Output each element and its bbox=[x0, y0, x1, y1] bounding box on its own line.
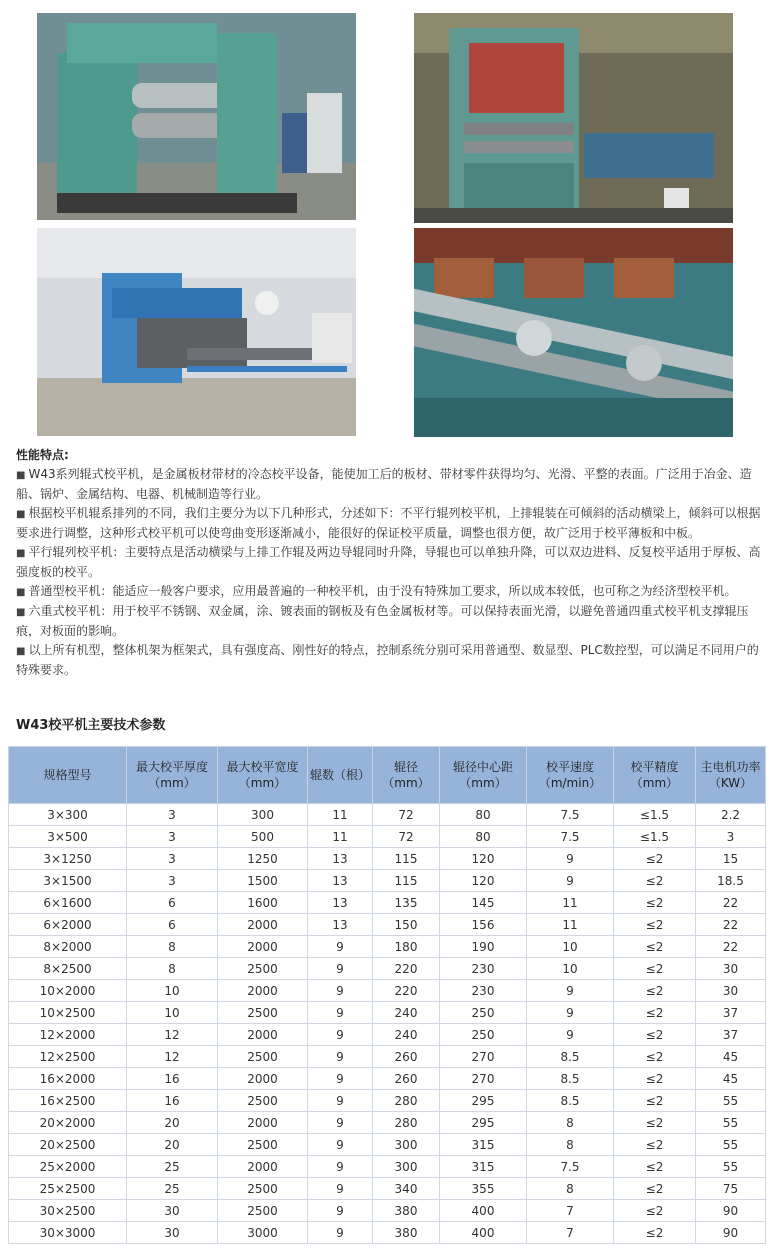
cell-max-width: 2000 bbox=[218, 1024, 308, 1046]
cell-max-width: 2000 bbox=[218, 914, 308, 936]
cell-roll-count: 9 bbox=[308, 1046, 373, 1068]
table-header-row bbox=[9, 747, 766, 804]
cell-max-thickness: 20 bbox=[127, 1134, 218, 1156]
cell-speed: 10 bbox=[527, 958, 614, 980]
cell-roll-diameter: 72 bbox=[373, 804, 440, 826]
cell-model: 10×2000 bbox=[9, 980, 127, 1002]
cell-speed: 8 bbox=[527, 1112, 614, 1134]
cell-motor-power: 45 bbox=[696, 1068, 766, 1090]
product-photo-2 bbox=[414, 13, 733, 223]
feature-text: 六重式校平机：用于校平不锈钢、双金属，涂、镀表面的钢板及有色金属板材等。可以保持表面光滑，以避免普通四重式校平机支撑辊压痕，对板面的影响。 bbox=[16, 604, 749, 638]
feature-item bbox=[16, 504, 761, 543]
cell-max-thickness: 3 bbox=[127, 870, 218, 892]
cell-roll-pitch: 80 bbox=[440, 804, 527, 826]
cell-speed: 7.5 bbox=[527, 1156, 614, 1178]
cell-roll-diameter: 280 bbox=[373, 1090, 440, 1112]
table-row bbox=[9, 1112, 766, 1134]
cell-precision: ≤1.5 bbox=[614, 804, 696, 826]
cell-motor-power: 75 bbox=[696, 1178, 766, 1200]
cell-max-width: 2500 bbox=[218, 1002, 308, 1024]
feature-item bbox=[16, 641, 761, 680]
table-row bbox=[9, 804, 766, 826]
table-row bbox=[9, 936, 766, 958]
cell-max-width: 2500 bbox=[218, 1178, 308, 1200]
cell-model: 6×2000 bbox=[9, 914, 127, 936]
cell-max-width: 1500 bbox=[218, 870, 308, 892]
cell-speed: 9 bbox=[527, 870, 614, 892]
cell-roll-count: 11 bbox=[308, 804, 373, 826]
cell-roll-diameter: 280 bbox=[373, 1112, 440, 1134]
table-row bbox=[9, 1134, 766, 1156]
cell-precision: ≤2 bbox=[614, 1090, 696, 1112]
cell-precision: ≤2 bbox=[614, 1156, 696, 1178]
cell-max-width: 1600 bbox=[218, 892, 308, 914]
cell-motor-power: 22 bbox=[696, 936, 766, 958]
header-roll-diameter: 辊径（mm） bbox=[373, 747, 440, 804]
cell-roll-pitch: 355 bbox=[440, 1178, 527, 1200]
cell-roll-pitch: 156 bbox=[440, 914, 527, 936]
cell-precision: ≤2 bbox=[614, 848, 696, 870]
cell-max-width: 2000 bbox=[218, 936, 308, 958]
cell-max-width: 2500 bbox=[218, 1046, 308, 1068]
cell-motor-power: 45 bbox=[696, 1046, 766, 1068]
features-section bbox=[16, 446, 761, 680]
header-precision: 校平精度（mm） bbox=[614, 747, 696, 804]
cell-speed: 7.5 bbox=[527, 826, 614, 848]
square-bullet-icon: ■ bbox=[16, 548, 26, 559]
cell-roll-pitch: 295 bbox=[440, 1112, 527, 1134]
cell-motor-power: 37 bbox=[696, 1002, 766, 1024]
cell-model: 30×3000 bbox=[9, 1222, 127, 1244]
cell-speed: 8 bbox=[527, 1178, 614, 1200]
cell-max-thickness: 10 bbox=[127, 980, 218, 1002]
cell-model: 3×1500 bbox=[9, 870, 127, 892]
feature-text: 根据校平机辊系排列的不同，我们主要分为以下几种形式，分述如下：不平行辊列校平机，上排辊装在可倾斜的活动横梁上，倾斜可以根据要求进行调整，这种形式校平机可以使弯曲变形逐渐减小，能很好的保证校平质量，调整也很方便，故广泛用于校平薄板和中板。 bbox=[16, 506, 761, 540]
cell-max-width: 2000 bbox=[218, 1156, 308, 1178]
cell-max-thickness: 10 bbox=[127, 1002, 218, 1024]
table-row bbox=[9, 1200, 766, 1222]
cell-precision: ≤2 bbox=[614, 1222, 696, 1244]
cell-precision: ≤1.5 bbox=[614, 826, 696, 848]
cell-roll-diameter: 240 bbox=[373, 1024, 440, 1046]
cell-roll-pitch: 230 bbox=[440, 958, 527, 980]
cell-speed: 8.5 bbox=[527, 1046, 614, 1068]
cell-roll-diameter: 260 bbox=[373, 1068, 440, 1090]
cell-roll-pitch: 230 bbox=[440, 980, 527, 1002]
cell-roll-diameter: 300 bbox=[373, 1156, 440, 1178]
table-row bbox=[9, 980, 766, 1002]
cell-motor-power: 15 bbox=[696, 848, 766, 870]
cell-roll-count: 13 bbox=[308, 870, 373, 892]
cell-motor-power: 90 bbox=[696, 1200, 766, 1222]
table-row bbox=[9, 1090, 766, 1112]
cell-max-width: 500 bbox=[218, 826, 308, 848]
header-max-width: 最大校平宽度（mm） bbox=[218, 747, 308, 804]
table-row bbox=[9, 1156, 766, 1178]
cell-roll-pitch: 120 bbox=[440, 848, 527, 870]
cell-roll-pitch: 145 bbox=[440, 892, 527, 914]
cell-roll-count: 9 bbox=[308, 958, 373, 980]
cell-roll-diameter: 240 bbox=[373, 1002, 440, 1024]
feature-item bbox=[16, 543, 761, 582]
cell-roll-count: 9 bbox=[308, 1024, 373, 1046]
cell-speed: 9 bbox=[527, 848, 614, 870]
cell-precision: ≤2 bbox=[614, 892, 696, 914]
cell-roll-diameter: 220 bbox=[373, 980, 440, 1002]
cell-roll-count: 13 bbox=[308, 848, 373, 870]
feature-item bbox=[16, 465, 761, 504]
table-row bbox=[9, 958, 766, 980]
cell-model: 30×2500 bbox=[9, 1200, 127, 1222]
square-bullet-icon: ■ bbox=[16, 646, 26, 657]
cell-max-thickness: 6 bbox=[127, 892, 218, 914]
cell-model: 3×1250 bbox=[9, 848, 127, 870]
cell-motor-power: 3 bbox=[696, 826, 766, 848]
feature-item bbox=[16, 582, 761, 602]
cell-precision: ≤2 bbox=[614, 1024, 696, 1046]
table-row bbox=[9, 1222, 766, 1244]
cell-roll-count: 9 bbox=[308, 1002, 373, 1024]
cell-roll-pitch: 270 bbox=[440, 1068, 527, 1090]
feature-text: 以上所有机型，整体机架为框架式，具有强度高、刚性好的特点，控制系统分别可采用普通型、数显型、PLC数控型，可以满足不同用户的特殊要求。 bbox=[16, 643, 759, 677]
spec-table bbox=[8, 746, 766, 1244]
cell-speed: 9 bbox=[527, 980, 614, 1002]
cell-precision: ≤2 bbox=[614, 914, 696, 936]
cell-roll-count: 9 bbox=[308, 1134, 373, 1156]
product-photo-3 bbox=[37, 228, 356, 436]
cell-precision: ≤2 bbox=[614, 1134, 696, 1156]
cell-max-thickness: 3 bbox=[127, 804, 218, 826]
spec-table-body bbox=[9, 804, 766, 1244]
cell-speed: 7 bbox=[527, 1200, 614, 1222]
cell-max-thickness: 20 bbox=[127, 1112, 218, 1134]
cell-model: 3×300 bbox=[9, 804, 127, 826]
cell-roll-count: 9 bbox=[308, 936, 373, 958]
cell-speed: 8.5 bbox=[527, 1068, 614, 1090]
cell-speed: 11 bbox=[527, 892, 614, 914]
cell-model: 8×2000 bbox=[9, 936, 127, 958]
header-model: 规格型号 bbox=[9, 747, 127, 804]
cell-max-thickness: 8 bbox=[127, 958, 218, 980]
cell-max-thickness: 30 bbox=[127, 1222, 218, 1244]
cell-model: 16×2000 bbox=[9, 1068, 127, 1090]
cell-speed: 8.5 bbox=[527, 1090, 614, 1112]
cell-max-width: 1250 bbox=[218, 848, 308, 870]
cell-speed: 7.5 bbox=[527, 804, 614, 826]
cell-motor-power: 90 bbox=[696, 1222, 766, 1244]
cell-max-thickness: 6 bbox=[127, 914, 218, 936]
product-photo-1 bbox=[37, 13, 356, 220]
cell-model: 10×2500 bbox=[9, 1002, 127, 1024]
cell-motor-power: 30 bbox=[696, 958, 766, 980]
cell-speed: 9 bbox=[527, 1002, 614, 1024]
cell-motor-power: 18.5 bbox=[696, 870, 766, 892]
cell-roll-pitch: 250 bbox=[440, 1024, 527, 1046]
cell-roll-pitch: 120 bbox=[440, 870, 527, 892]
cell-roll-count: 11 bbox=[308, 826, 373, 848]
cell-roll-count: 9 bbox=[308, 1112, 373, 1134]
cell-max-thickness: 16 bbox=[127, 1068, 218, 1090]
cell-model: 20×2500 bbox=[9, 1134, 127, 1156]
square-bullet-icon: ■ bbox=[16, 587, 26, 598]
product-photo-4 bbox=[414, 228, 733, 437]
cell-max-width: 2500 bbox=[218, 1090, 308, 1112]
table-row bbox=[9, 1002, 766, 1024]
cell-roll-diameter: 220 bbox=[373, 958, 440, 980]
cell-roll-pitch: 315 bbox=[440, 1134, 527, 1156]
square-bullet-icon: ■ bbox=[16, 470, 26, 481]
cell-precision: ≤2 bbox=[614, 958, 696, 980]
cell-motor-power: 55 bbox=[696, 1156, 766, 1178]
cell-roll-diameter: 180 bbox=[373, 936, 440, 958]
cell-max-width: 2000 bbox=[218, 1112, 308, 1134]
table-row bbox=[9, 1046, 766, 1068]
cell-roll-pitch: 315 bbox=[440, 1156, 527, 1178]
cell-roll-pitch: 80 bbox=[440, 826, 527, 848]
cell-roll-diameter: 115 bbox=[373, 848, 440, 870]
cell-roll-pitch: 270 bbox=[440, 1046, 527, 1068]
cell-max-thickness: 25 bbox=[127, 1156, 218, 1178]
table-row bbox=[9, 870, 766, 892]
table-row bbox=[9, 914, 766, 936]
cell-roll-count: 9 bbox=[308, 1200, 373, 1222]
cell-roll-diameter: 380 bbox=[373, 1222, 440, 1244]
header-roll-pitch: 辊径中心距（mm） bbox=[440, 747, 527, 804]
cell-max-thickness: 25 bbox=[127, 1178, 218, 1200]
cell-model: 12×2500 bbox=[9, 1046, 127, 1068]
cell-roll-diameter: 115 bbox=[373, 870, 440, 892]
cell-max-thickness: 16 bbox=[127, 1090, 218, 1112]
cell-roll-diameter: 135 bbox=[373, 892, 440, 914]
cell-roll-diameter: 340 bbox=[373, 1178, 440, 1200]
cell-max-thickness: 12 bbox=[127, 1024, 218, 1046]
cell-motor-power: 55 bbox=[696, 1134, 766, 1156]
cell-roll-count: 9 bbox=[308, 1068, 373, 1090]
cell-roll-count: 9 bbox=[308, 1090, 373, 1112]
cell-roll-count: 9 bbox=[308, 1178, 373, 1200]
cell-model: 12×2000 bbox=[9, 1024, 127, 1046]
feature-text: 平行辊列校平机：主要特点是活动横梁与上排工作辊及两边导辊同时升降，导辊也可以单独升降，可以双边进料、反复校平适用于厚板、高强度板的校平。 bbox=[16, 545, 761, 579]
cell-roll-diameter: 260 bbox=[373, 1046, 440, 1068]
cell-model: 6×1600 bbox=[9, 892, 127, 914]
cell-precision: ≤2 bbox=[614, 936, 696, 958]
cell-motor-power: 55 bbox=[696, 1112, 766, 1134]
cell-precision: ≤2 bbox=[614, 870, 696, 892]
cell-max-thickness: 12 bbox=[127, 1046, 218, 1068]
table-row bbox=[9, 1178, 766, 1200]
cell-motor-power: 55 bbox=[696, 1090, 766, 1112]
cell-max-thickness: 30 bbox=[127, 1200, 218, 1222]
cell-max-width: 2500 bbox=[218, 1134, 308, 1156]
cell-max-thickness: 3 bbox=[127, 848, 218, 870]
table-row bbox=[9, 848, 766, 870]
header-speed: 校平速度（m/min） bbox=[527, 747, 614, 804]
cell-roll-pitch: 190 bbox=[440, 936, 527, 958]
cell-model: 8×2500 bbox=[9, 958, 127, 980]
header-max-thickness: 最大校平厚度（mm） bbox=[127, 747, 218, 804]
cell-roll-count: 13 bbox=[308, 914, 373, 936]
table-row bbox=[9, 1068, 766, 1090]
cell-roll-pitch: 400 bbox=[440, 1222, 527, 1244]
cell-precision: ≤2 bbox=[614, 1200, 696, 1222]
cell-max-width: 2500 bbox=[218, 1200, 308, 1222]
table-row bbox=[9, 1024, 766, 1046]
cell-motor-power: 37 bbox=[696, 1024, 766, 1046]
cell-motor-power: 22 bbox=[696, 892, 766, 914]
cell-model: 25×2000 bbox=[9, 1156, 127, 1178]
feature-text: W43系列辊式校平机，是金属板材带材的冷态校平设备，能使加工后的板材、带材零件获得均匀、光滑、平整的表面。广泛用于冶金、造船、锅炉、金属结构、电器、机械制造等行业。 bbox=[16, 467, 752, 501]
cell-max-width: 2000 bbox=[218, 980, 308, 1002]
cell-precision: ≤2 bbox=[614, 1046, 696, 1068]
cell-max-thickness: 8 bbox=[127, 936, 218, 958]
header-motor-power: 主电机功率（KW） bbox=[696, 747, 766, 804]
cell-motor-power: 22 bbox=[696, 914, 766, 936]
cell-speed: 8 bbox=[527, 1134, 614, 1156]
features-title: 性能特点: bbox=[16, 448, 69, 462]
cell-roll-count: 9 bbox=[308, 1156, 373, 1178]
cell-speed: 7 bbox=[527, 1222, 614, 1244]
square-bullet-icon: ■ bbox=[16, 509, 26, 520]
cell-max-width: 2000 bbox=[218, 1068, 308, 1090]
cell-roll-diameter: 72 bbox=[373, 826, 440, 848]
cell-roll-pitch: 250 bbox=[440, 1002, 527, 1024]
cell-precision: ≤2 bbox=[614, 1112, 696, 1134]
cell-roll-diameter: 380 bbox=[373, 1200, 440, 1222]
header-roll-count: 辊数（根） bbox=[308, 747, 373, 804]
table-row bbox=[9, 826, 766, 848]
cell-roll-pitch: 295 bbox=[440, 1090, 527, 1112]
spec-table-title: W43校平机主要技术参数 bbox=[16, 718, 166, 733]
cell-roll-pitch: 400 bbox=[440, 1200, 527, 1222]
cell-max-thickness: 3 bbox=[127, 826, 218, 848]
cell-precision: ≤2 bbox=[614, 1178, 696, 1200]
cell-motor-power: 2.2 bbox=[696, 804, 766, 826]
cell-roll-diameter: 150 bbox=[373, 914, 440, 936]
cell-roll-diameter: 300 bbox=[373, 1134, 440, 1156]
cell-max-width: 3000 bbox=[218, 1222, 308, 1244]
cell-speed: 10 bbox=[527, 936, 614, 958]
cell-roll-count: 13 bbox=[308, 892, 373, 914]
cell-model: 3×500 bbox=[9, 826, 127, 848]
cell-precision: ≤2 bbox=[614, 1068, 696, 1090]
cell-max-width: 300 bbox=[218, 804, 308, 826]
cell-speed: 11 bbox=[527, 914, 614, 936]
cell-motor-power: 30 bbox=[696, 980, 766, 1002]
cell-roll-count: 9 bbox=[308, 980, 373, 1002]
feature-item bbox=[16, 602, 761, 641]
cell-model: 25×2500 bbox=[9, 1178, 127, 1200]
cell-speed: 9 bbox=[527, 1024, 614, 1046]
cell-model: 20×2000 bbox=[9, 1112, 127, 1134]
cell-model: 16×2500 bbox=[9, 1090, 127, 1112]
cell-roll-count: 9 bbox=[308, 1222, 373, 1244]
cell-max-width: 2500 bbox=[218, 958, 308, 980]
cell-precision: ≤2 bbox=[614, 1002, 696, 1024]
feature-text: 普通型校平机：能适应一般客户要求，应用最普遍的一种校平机，由于没有特殊加工要求，所以成本较低，也可称之为经济型校平机。 bbox=[28, 584, 737, 598]
square-bullet-icon: ■ bbox=[16, 607, 26, 618]
cell-precision: ≤2 bbox=[614, 980, 696, 1002]
table-row bbox=[9, 892, 766, 914]
